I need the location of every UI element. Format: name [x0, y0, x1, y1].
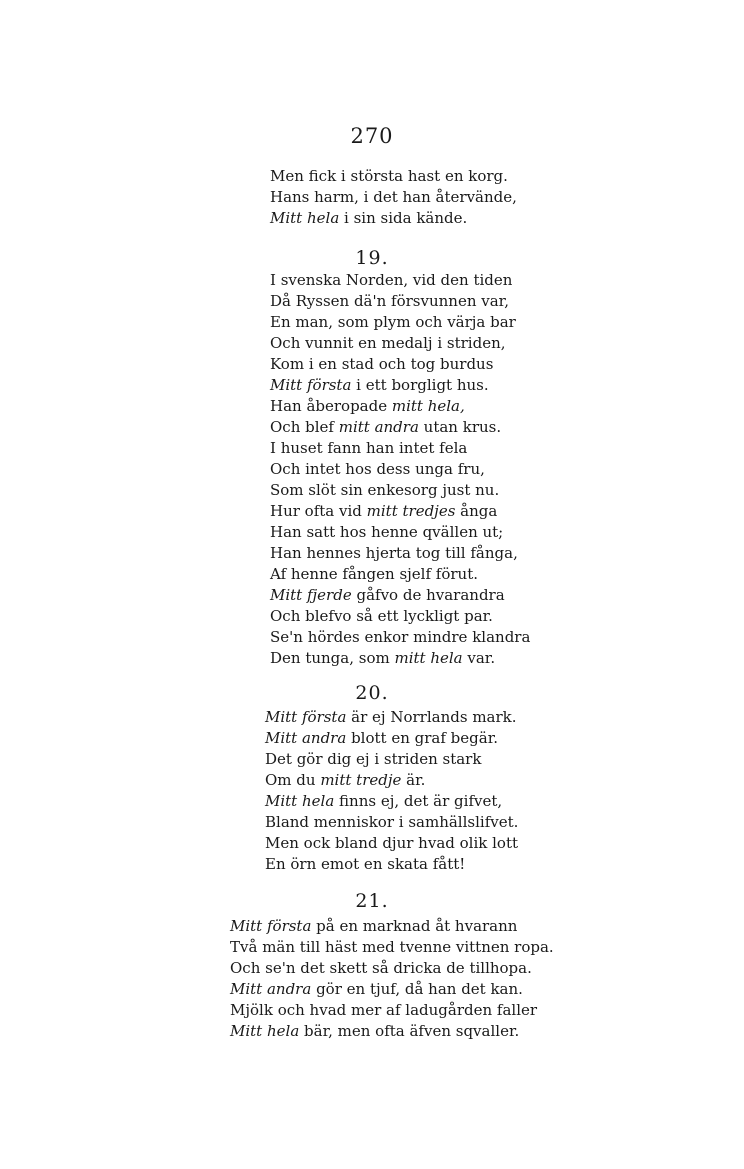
verse-line: [230, 937, 554, 958]
verse-text: bär, men ofta äfven sqvaller.: [299, 1022, 520, 1040]
verse-text: ånga: [455, 502, 498, 520]
poem-19: [270, 270, 530, 669]
verse-text: var.: [462, 649, 496, 667]
verse-line: [270, 501, 530, 522]
verse-italic-text: Mitt första: [270, 376, 352, 394]
verse-italic-text: Mitt andra: [230, 980, 312, 998]
verse-text: Och blef: [270, 418, 339, 436]
verse-line: [270, 585, 530, 606]
verse-text: i sin sida kände.: [339, 209, 468, 227]
verse-text: Han åberopade: [270, 397, 392, 415]
verse-text: Två män till häst med tvenne vittnen ropa.: [230, 938, 554, 956]
verse-line: [265, 707, 518, 728]
verse-text: Men fick i största hast en korg.: [270, 167, 508, 185]
verse-line: [265, 833, 518, 854]
verse-line: [270, 354, 530, 375]
verse-line: [265, 749, 518, 770]
verse-text: I svenska Norden, vid den tiden: [270, 271, 513, 289]
verse-line: [230, 916, 554, 937]
verse-line: [270, 187, 517, 208]
verse-line: [270, 312, 530, 333]
verse-text: Och blefvo så ett lyckligt par.: [270, 607, 493, 625]
verse-line: [265, 728, 518, 749]
verse-line: [270, 417, 530, 438]
verse-line: [230, 958, 554, 979]
verse-italic-text: mitt tredje: [320, 771, 402, 789]
verse-text: En örn emot en skata fått!: [265, 855, 466, 873]
verse-line: [265, 812, 518, 833]
verse-italic-text: Mitt hela: [230, 1022, 300, 1040]
verse-text: utan krus.: [418, 418, 502, 436]
verse-text: Då Ryssen dä'n försvunnen var,: [270, 292, 509, 310]
verse-text: Om du: [265, 771, 321, 789]
verse-text: Af henne fången sjelf förut.: [270, 565, 479, 583]
verse-line: [270, 480, 530, 501]
verse-text: är ej Norrlands mark.: [346, 708, 517, 726]
verse-line: [270, 543, 530, 564]
verse-italic-text: Mitt första: [265, 708, 347, 726]
verse-line: [270, 459, 530, 480]
verse-text: Men ock bland djur hvad olik lott: [265, 834, 518, 852]
verse-text: Som slöt sin enkesorg just nu.: [270, 481, 500, 499]
verse-text: är.: [401, 771, 426, 789]
verse-italic-text: Mitt första: [230, 917, 312, 935]
verse-text: I huset fann han intet fela: [270, 439, 468, 457]
verse-text: i ett borgligt hus.: [351, 376, 489, 394]
verse-line: [270, 166, 517, 187]
verse-line: [265, 770, 518, 791]
verse-text: finns ej, det är gifvet,: [334, 792, 503, 810]
verse-text: Och vunnit en medalj i striden,: [270, 334, 506, 352]
verse-line: [270, 564, 530, 585]
verse-line: [270, 396, 530, 417]
verse-italic-text: mitt hela: [394, 649, 463, 667]
verse-line: [270, 270, 530, 291]
section-heading-19: 19.: [355, 247, 389, 269]
intro-stanza: [270, 166, 517, 229]
verse-line: [270, 648, 530, 669]
verse-text: Den tunga, som: [270, 649, 395, 667]
verse-text: Hur ofta vid: [270, 502, 367, 520]
verse-text: Mjölk och hvad mer af ladugården faller: [230, 1001, 538, 1019]
verse-italic-text: mitt andra: [338, 418, 419, 436]
verse-text: Hans harm, i det han återvände,: [270, 188, 517, 206]
verse-line: [265, 791, 518, 812]
verse-text: Kom i en stad och tog burdus: [270, 355, 494, 373]
verse-line: [270, 606, 530, 627]
verse-text: Och se'n det skett så dricka de tillhopa.: [230, 959, 532, 977]
poem-21: [230, 916, 554, 1042]
verse-text: gör en tjuf, då han det kan.: [311, 980, 523, 998]
verse-line: [270, 627, 530, 648]
verse-italic-text: Mitt hela: [270, 209, 340, 227]
poem-20: [265, 707, 518, 875]
verse-text: på en marknad åt hvarann: [311, 917, 518, 935]
verse-line: [270, 208, 517, 229]
section-heading-20: 20.: [355, 682, 389, 704]
verse-text: Han satt hos henne qvällen ut;: [270, 523, 504, 541]
verse-text: gåfvo de hvarandra: [351, 586, 505, 604]
verse-text: Han hennes hjerta tog till fånga,: [270, 544, 518, 562]
verse-line: [270, 375, 530, 396]
page-number: 270: [350, 124, 394, 148]
verse-text: Se'n hördes enkor mindre klandra: [270, 628, 531, 646]
verse-line: [270, 522, 530, 543]
verse-italic-text: Mitt andra: [265, 729, 347, 747]
verse-text: blott en graf begär.: [346, 729, 498, 747]
verse-text: En man, som plym och värja bar: [270, 313, 516, 331]
verse-line: [270, 333, 530, 354]
verse-line: [230, 1021, 554, 1042]
verse-line: [230, 1000, 554, 1021]
verse-italic-text: Mitt fjerde: [270, 586, 352, 604]
verse-text: Det gör dig ej i striden stark: [265, 750, 482, 768]
verse-italic-text: mitt hela,: [391, 397, 465, 415]
verse-line: [270, 291, 530, 312]
section-heading-21: 21.: [355, 890, 389, 912]
verse-line: [270, 438, 530, 459]
verse-italic-text: Mitt hela: [265, 792, 335, 810]
verse-line: [265, 854, 518, 875]
verse-italic-text: mitt tredjes: [366, 502, 456, 520]
verse-text: Bland menniskor i samhällslifvet.: [265, 813, 519, 831]
verse-line: [230, 979, 554, 1000]
verse-text: Och intet hos dess unga fru,: [270, 460, 485, 478]
